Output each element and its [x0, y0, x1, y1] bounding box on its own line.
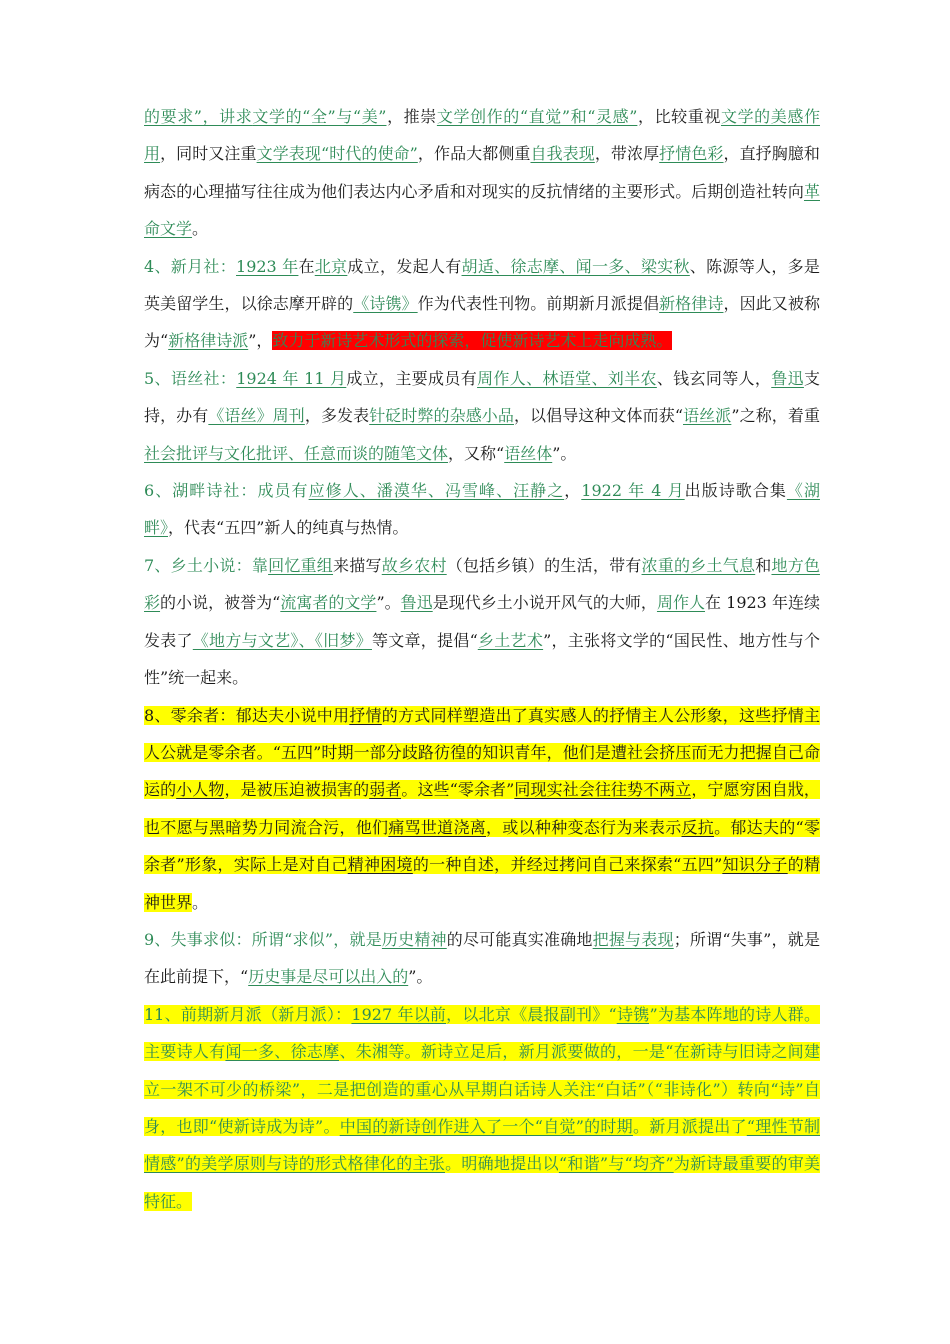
text: ， [564, 481, 582, 501]
text: ，同时又注重 [160, 144, 257, 164]
text-underlined: 故乡农村 [381, 555, 447, 575]
text-underlined: 自我表现 [530, 144, 595, 164]
text: ”， [248, 331, 273, 351]
text: 和 [755, 555, 772, 575]
paragraph-creation-society-cont [144, 98, 820, 248]
text: ，因此又被称为“ [144, 294, 820, 351]
paragraph-superfluous-man [144, 697, 820, 921]
item-heading: 9、失事求似：所谓“求似”，就是 [144, 929, 382, 949]
text: ，或以种种变态行为来表示 [486, 817, 682, 837]
text-underlined: 周作人、林语堂、刘半农 [477, 368, 657, 388]
text: 在 1923 年连续发表了 [144, 593, 820, 650]
text: ，以北京《晨报副刊》“ [446, 1004, 617, 1024]
text: 的精神世界 [144, 855, 820, 912]
text-underlined: 抒情色彩 [659, 144, 724, 164]
text-underlined: 胡适、徐志摩、闻一多、梁实秋 [461, 256, 690, 276]
text-underlined: 抒情 [349, 705, 382, 725]
text-underlined: 诗镌 [616, 1004, 650, 1024]
text: ，宁愿穷困自戕，也不愿与黑暗势力同流合污，他们 [144, 780, 820, 837]
text: 、陈源等人，多是英美留学生，以徐志摩开辟的 [144, 256, 820, 314]
text-underlined: 的要求”，讲求 [144, 107, 253, 126]
text-underlined: 小人物 [176, 780, 225, 800]
text-underlined: 中国的新诗创作进入了一个“自觉”的时期 [339, 1116, 633, 1136]
text-underlined: 新格律诗派 [168, 331, 249, 351]
text: 。明确地提出以 [445, 1154, 559, 1174]
text-underlined: 语丝体 [504, 443, 553, 463]
item-heading: 7、乡土小说：靠 [144, 555, 269, 575]
text-underlined: 《湖畔》 [144, 481, 820, 538]
item-heading: 5、语丝社： [144, 368, 237, 388]
text-underlined: 同现实社会往往势不两立 [514, 780, 692, 800]
paragraph-shishi-qiusi [144, 921, 820, 996]
text-underlined: 1924 年 11 月 [236, 368, 347, 388]
text: ，以倡导这种文体而获“ [513, 406, 683, 426]
text-underlined: 回忆重组 [268, 555, 334, 575]
text: 。郁达夫的“零余者”形象，实际上是对自己 [144, 817, 820, 875]
text: 。新月派提出了 [632, 1116, 747, 1136]
text: 成立，发起人有 [347, 256, 462, 276]
text-underlined: 新格律诗 [659, 294, 724, 314]
text: 、钱玄同等人， [656, 368, 772, 388]
text: ”。 [552, 443, 577, 463]
item-heading: 6、湖畔诗社：成员有 [144, 481, 309, 501]
text: 成立，主要成员有 [346, 368, 478, 388]
text-underlined: “理性节制情感”的美学原则与诗的形式格律化的主张 [144, 1116, 820, 1174]
text-underlined: 文学创作的“直觉”和“灵感” [436, 107, 638, 126]
text-underlined: 应修人、潘漠华、冯雪峰、汪静之 [308, 481, 565, 501]
paragraph-yusi-society [144, 360, 820, 472]
text-underlined: 1927 年以前 [351, 1004, 447, 1024]
text-underlined: 流寓者的文学 [280, 593, 377, 613]
text-underlined: 针砭时弊的杂感小品 [369, 406, 514, 426]
text-underlined: 文学的美感作用 [144, 107, 820, 164]
item-heading: 11、前期新月派（新月派）： [144, 1004, 352, 1024]
text: ，带浓厚 [594, 144, 660, 164]
text-underlined: 《地方与文艺》、《旧梦》 [192, 630, 372, 650]
text: ，是被压迫被损害的 [224, 780, 370, 800]
text: 、朱湘等。新诗立足后，新月派要做的，一是“在新诗与旧诗之间建立一架不可少的桥梁”，二是把创造的重心从早期白话诗人关注“白话”（“非诗化”）转向“诗”自身，也即“使新诗成为诗”。 [144, 1042, 820, 1136]
text: 。这些“零余者” [401, 780, 515, 800]
paragraph-lakeside-poets [144, 472, 820, 547]
text-underlined: 社会批评与文化批评、任意而谈的随笔文体 [144, 443, 449, 463]
text-underlined: 1923 年 [236, 256, 299, 276]
text-underlined: 文学表现“时代的使命” [256, 144, 418, 164]
text-underlined: 知识分子 [722, 855, 788, 875]
text: ，代表“五四”新人的纯真与热情。 [168, 518, 409, 538]
red-highlight-text: 致力于新诗艺术形式的探索，促使新诗艺术上走向成熟。 [272, 331, 673, 351]
text-underlined: 历史事是尽可以出入的 [248, 967, 409, 987]
text: ，又称“ [448, 443, 505, 463]
text-underlined: 周作人 [656, 593, 706, 613]
text-underlined: 反抗 [681, 817, 715, 837]
text-underlined: 鲁迅 [400, 593, 433, 613]
text-underlined: “和谐”与“均齐” [558, 1154, 674, 1174]
text: （包括乡镇）的生活，带有 [446, 555, 642, 575]
text: ”之称，着重 [731, 406, 820, 426]
text: ，直抒胸臆和病态的心理描写往往成为他们表达内心矛盾和对现实的反抗情绪的主要形式。后期创造社转向 [144, 144, 820, 201]
text-underlined: 1922 年 4 月 [581, 481, 685, 501]
text-underlined: 精神困境 [347, 855, 413, 875]
text-underlined: 地方色彩 [144, 555, 820, 613]
text: ”为基本阵地的诗人群。主要诗人有 [144, 1004, 820, 1062]
text-underlined: 乡土艺术 [477, 630, 544, 650]
text: 等文章，提倡“ [371, 630, 478, 650]
text-underlined: 浓重的乡土气息 [641, 555, 756, 575]
text-underlined: 闻一多、徐志摩 [225, 1042, 340, 1062]
text: 为新诗最重要的审美特征。 [144, 1154, 820, 1211]
text: ；所谓“失事”，就是在此前提下，“ [144, 929, 820, 987]
item-heading: 8、零余者：郁达夫小说中用 [144, 705, 350, 725]
text: ”。 [376, 593, 401, 613]
text-underlined: 痛骂世道浇离 [388, 817, 487, 837]
text-underlined: 语丝派 [683, 406, 732, 426]
text-underlined: 历史精神 [381, 929, 447, 949]
text: 是现代乡土小说开风气的大师， [432, 593, 657, 613]
text: 文学的“全”与“美” [252, 107, 387, 126]
text: ，比较重视 [637, 107, 721, 126]
text-underlined: 北京 [314, 256, 348, 276]
text: 。 [192, 219, 209, 239]
text: ，推崇 [386, 107, 437, 126]
text: 的尽可能真实准确地 [446, 929, 593, 949]
text-underlined: 革命文学 [144, 181, 820, 239]
paragraph-crescent-society [144, 248, 820, 360]
text-underlined: 弱者 [369, 780, 402, 800]
text: 出版诗歌合集 [684, 481, 787, 501]
text: 的小说，被誉为“ [160, 593, 281, 613]
text: 的一种自述，并经过拷问自己来探索“五四” [412, 855, 723, 875]
text-underlined: 把握与表现 [592, 929, 674, 949]
text: 的方式同样塑造出了真实感人的抒情主人公形象，这些抒情主人公就是零余者。“五四”时期一部分歧路彷徨的知识青年，他们是遭社会挤压而无力把握自己命运的 [144, 705, 820, 800]
paragraph-early-crescent-school [144, 996, 820, 1220]
text: ”。 [408, 967, 433, 987]
item-heading: 4、新月社： [144, 256, 237, 276]
paragraph-native-soil-fiction [144, 547, 820, 697]
text: 来描写 [333, 555, 382, 575]
text-underlined: 鲁迅 [771, 368, 804, 388]
text-underlined: 《语丝》周刊 [208, 406, 305, 426]
text: ”，主张将文学的“国民性、地方性与个性”统一起来。 [144, 630, 820, 688]
text: 在 [298, 256, 315, 276]
text: ，多发表 [304, 406, 370, 426]
text-underlined: 《诗镌》 [353, 294, 418, 314]
text: ，作品大都侧重 [417, 144, 531, 164]
text: 。 [192, 892, 209, 912]
text: 支持，办有 [144, 368, 820, 426]
text: 作为代表性刊物。前期新月派提倡 [417, 294, 660, 314]
